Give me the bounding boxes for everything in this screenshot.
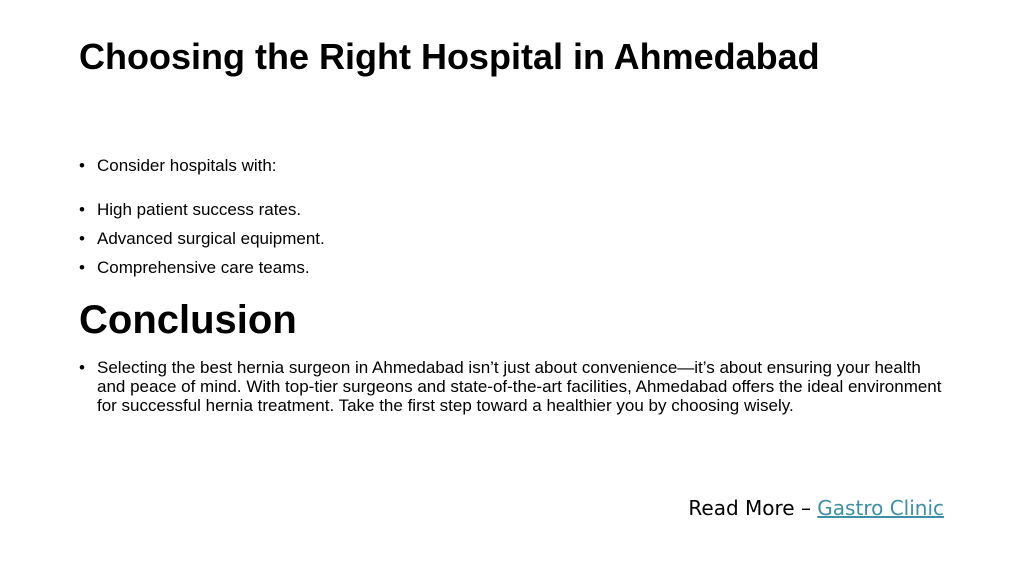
read-more-line bbox=[688, 494, 944, 522]
list-item bbox=[79, 253, 325, 282]
read-more-prefix: Read More – bbox=[688, 496, 818, 520]
conclusion-heading: Conclusion bbox=[79, 298, 297, 342]
bullet-icon: • bbox=[79, 258, 85, 277]
conclusion-bullet-list bbox=[79, 358, 949, 415]
intro-bullet-list bbox=[79, 151, 277, 180]
intro-bullet-text: Consider hospitals with: bbox=[97, 156, 277, 175]
criteria-bullet-list bbox=[79, 195, 325, 282]
list-item bbox=[79, 358, 949, 415]
bullet-icon: • bbox=[79, 200, 85, 219]
conclusion-text: Selecting the best hernia surgeon in Ahmedabad isn’t just about convenience—it’s about ensuring your health and peace of mind. With top-tier surgeons and state-of-the-art facilities, Ahmedabad offers the ideal environment for successful hernia treatment. Take the first step toward a healthier you by choosing wisely. bbox=[97, 358, 942, 415]
bullet-icon: • bbox=[79, 156, 85, 175]
list-item bbox=[79, 151, 277, 180]
criteria-item-equipment: Advanced surgical equipment. bbox=[97, 229, 325, 248]
bullet-icon: • bbox=[79, 229, 85, 248]
slide-title: Choosing the Right Hospital in Ahmedabad bbox=[79, 36, 820, 77]
list-item bbox=[79, 195, 325, 224]
bullet-icon: • bbox=[79, 358, 85, 377]
gastro-clinic-link[interactable]: Gastro Clinic bbox=[817, 496, 944, 520]
list-item bbox=[79, 224, 325, 253]
criteria-item-care-teams: Comprehensive care teams. bbox=[97, 258, 310, 277]
criteria-item-success-rates: High patient success rates. bbox=[97, 200, 302, 219]
